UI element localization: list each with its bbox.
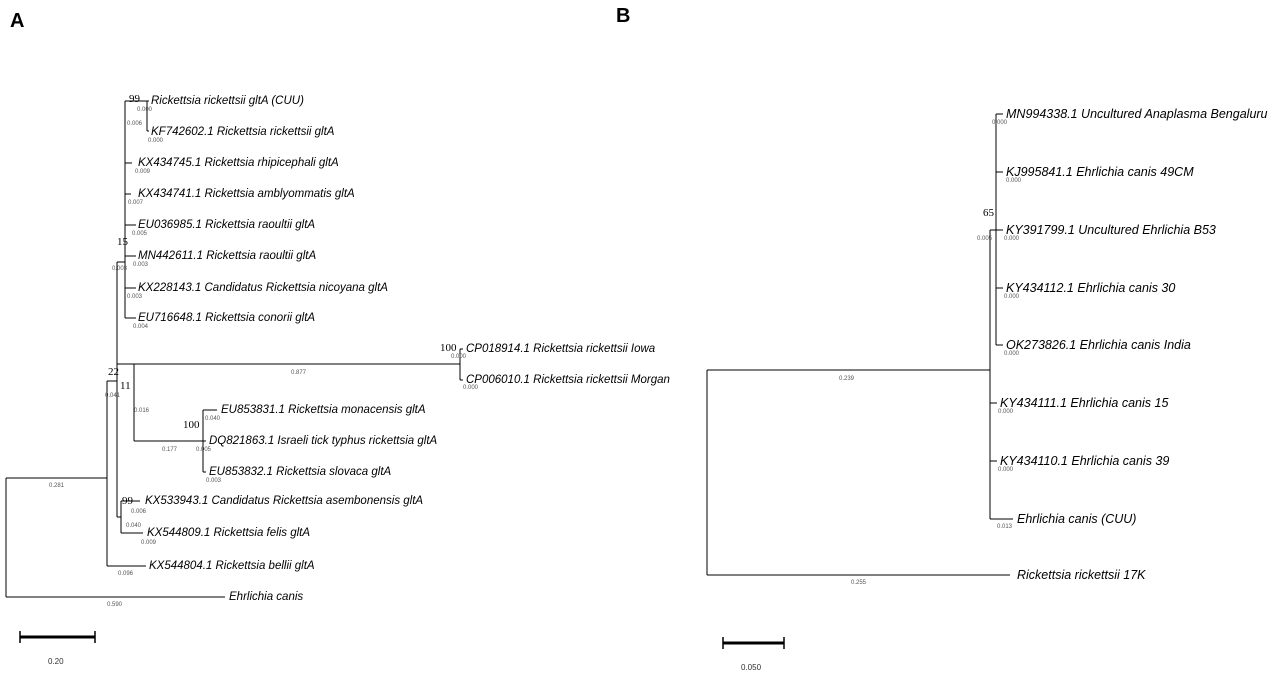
taxon-label: EU716648.1 Rickettsia conorii gltA <box>138 312 316 324</box>
panel-b-tree-branches <box>707 114 1013 575</box>
panel-a-label: A <box>10 10 25 32</box>
taxon-label: KJ995841.1 Ehrlichia canis 49CM <box>1006 165 1194 179</box>
scale-bar-label: 0.20 <box>48 657 64 666</box>
taxon-label: Ehrlichia canis <box>229 591 304 603</box>
taxon-label: KY434112.1 Ehrlichia canis 30 <box>1006 281 1176 295</box>
panel-a-leaf-labels <box>138 95 670 603</box>
taxon-label: CP018914.1 Rickettsia rickettsii Iowa <box>466 343 656 355</box>
branch-length: 0.096 <box>118 571 134 577</box>
taxon-label: OK273826.1 Ehrlichia canis India <box>1006 338 1191 352</box>
bootstrap-value: 100 <box>183 419 200 431</box>
taxon-label: EU853832.1 Rickettsia slovaca gltA <box>209 466 392 478</box>
branch-length: 0.000 <box>1004 294 1020 300</box>
scale-bar-label: 0.050 <box>741 663 762 672</box>
branch-length: 0.000 <box>998 467 1014 473</box>
taxon-label: Rickettsia rickettsii gltA (CUU) <box>151 95 304 107</box>
branch-length: 0.013 <box>997 524 1013 530</box>
panel-b-bootstrap-values <box>983 207 995 219</box>
branch-length: 0.009 <box>135 169 151 175</box>
taxon-label: KF742602.1 Rickettsia rickettsii gltA <box>151 126 335 138</box>
bootstrap-value: 11 <box>120 380 131 392</box>
branch-length: 0.000 <box>1004 236 1020 242</box>
branch-length: 0.041 <box>105 393 121 399</box>
branch-length: 0.281 <box>49 483 65 489</box>
bootstrap-value: 65 <box>983 207 994 219</box>
taxon-label: KY434110.1 Ehrlichia canis 39 <box>1000 454 1170 468</box>
taxon-label: Rickettsia rickettsii 17K <box>1017 568 1146 582</box>
branch-length: 0.005 <box>977 236 993 242</box>
panel-b-label: B <box>616 5 631 27</box>
branch-length: 0.000 <box>463 385 479 391</box>
branch-length: 0.040 <box>126 523 142 529</box>
branch-length: 0.000 <box>148 138 164 144</box>
taxon-label: Ehrlichia canis (CUU) <box>1017 512 1137 526</box>
branch-length: 0.177 <box>162 447 178 453</box>
taxon-label: KX434745.1 Rickettsia rhipicephali gltA <box>138 157 339 169</box>
branch-length: 0.005 <box>132 231 148 237</box>
branch-length: 0.003 <box>206 478 222 484</box>
taxon-label: KX228143.1 Candidatus Rickettsia nicoyana gltA <box>138 282 388 294</box>
branch-length: 0.003 <box>127 294 143 300</box>
taxon-label: EU853831.1 Rickettsia monacensis gltA <box>221 404 426 416</box>
taxon-label: KX544804.1 Rickettsia bellii gltA <box>149 560 315 572</box>
taxon-label: DQ821863.1 Israeli tick typhus rickettsia gltA <box>209 435 438 447</box>
bootstrap-value: 100 <box>440 342 457 354</box>
panel-b-leaf-labels <box>1000 107 1268 582</box>
branch-length: 0.000 <box>137 107 153 113</box>
branch-length: 0.006 <box>131 509 147 515</box>
branch-length: 0.003 <box>133 262 149 268</box>
panel-b-branch-lengths <box>839 120 1022 586</box>
branch-length: 0.239 <box>839 376 855 382</box>
branch-length: 0.006 <box>127 121 143 127</box>
taxon-label: CP006010.1 Rickettsia rickettsii Morgan <box>466 374 670 386</box>
branch-length: 0.004 <box>133 324 149 330</box>
branch-length: 0.009 <box>141 540 157 546</box>
taxon-label: KX434741.1 Rickettsia amblyommatis gltA <box>138 188 355 200</box>
bootstrap-value: 22 <box>108 366 119 378</box>
taxon-label: KY391799.1 Uncultured Ehrlichia B53 <box>1006 223 1216 237</box>
panel-b-scale-bar <box>723 637 784 672</box>
bootstrap-value: 99 <box>122 495 133 507</box>
branch-length: 0.255 <box>851 580 867 586</box>
taxon-label: KX544809.1 Rickettsia felis gltA <box>147 527 311 539</box>
branch-length: 0.877 <box>291 370 307 376</box>
branch-length: 0.000 <box>1006 178 1022 184</box>
branch-length: 0.000 <box>1004 351 1020 357</box>
panel-a-tree-branches <box>6 101 463 597</box>
taxon-label: MN994338.1 Uncultured Anaplasma Bengaluru <box>1006 107 1268 121</box>
bootstrap-value: 99 <box>129 93 140 105</box>
panel-a-scale-bar <box>20 631 95 666</box>
branch-length: 0.000 <box>992 120 1008 126</box>
branch-length: 0.040 <box>205 416 221 422</box>
branch-length: 0.016 <box>134 408 150 414</box>
taxon-label: MN442611.1 Rickettsia raoultii gltA <box>138 250 317 262</box>
taxon-label: KY434111.1 Ehrlichia canis 15 <box>1000 396 1169 410</box>
branch-length: 0.007 <box>128 200 144 206</box>
taxon-label: EU036985.1 Rickettsia raoultii gltA <box>138 219 316 231</box>
taxon-label: KX533943.1 Candidatus Rickettsia asembonensis gltA <box>145 495 424 507</box>
branch-length: 0.003 <box>112 266 128 272</box>
branch-length: 0.590 <box>107 602 123 608</box>
branch-length: 0.000 <box>451 354 467 360</box>
branch-length: 0.005 <box>196 447 212 453</box>
bootstrap-value: 15 <box>117 236 128 248</box>
branch-length: 0.000 <box>998 409 1014 415</box>
